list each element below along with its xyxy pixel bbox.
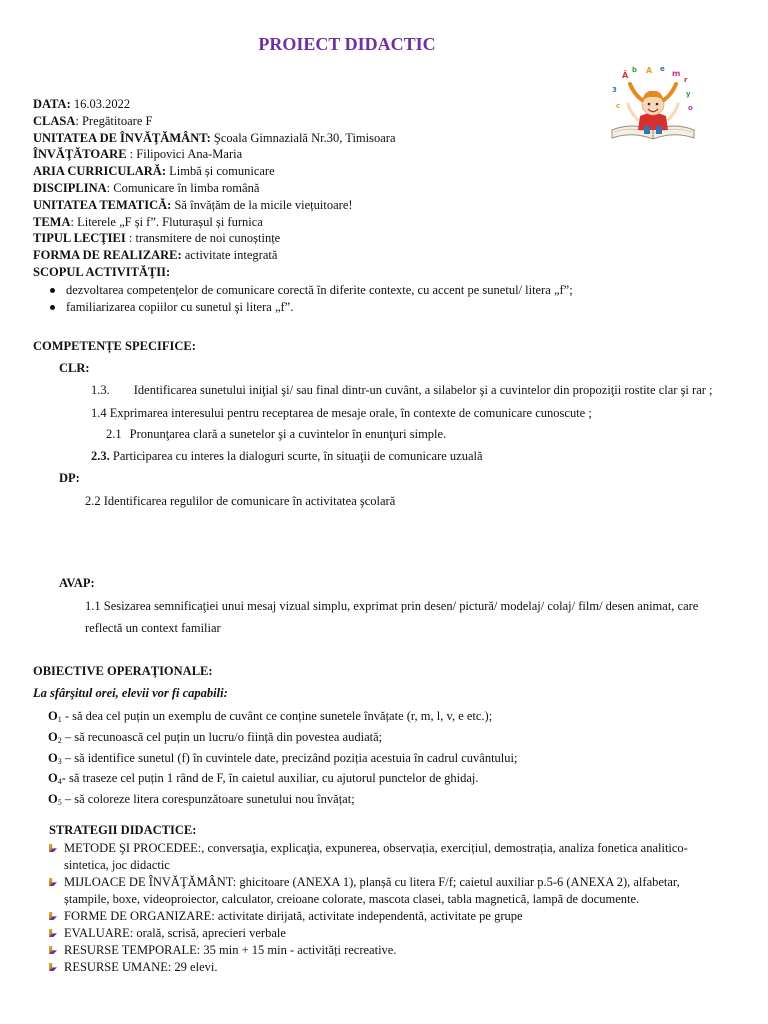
info-row-lesson-type: TIPUL LECŢIEI : transmitere de noi cunoștințe xyxy=(33,231,281,246)
list-item: METODE ŞI PROCEDEE:, conversaţia, explicaţia, expunerea, observația, exercițiul, demostrația, analiza fonetica analitico- xyxy=(48,840,688,857)
list-item-continuation: sintetica, joc didactic xyxy=(64,858,170,872)
info-row-curricular-area: ARIA CURRICULARĂ: Limbă și comunicare xyxy=(33,164,275,179)
list-item: RESURSE TEMPORALE: 35 min + 15 min - activități recreative. xyxy=(48,942,688,959)
info-row-date: DATA: 16.03.2022 xyxy=(33,97,131,111)
competence-item: 1.4 Exprimarea interesului pentru receptarea de mesaje orale, în contexte de comunicare cunoscute ; xyxy=(91,406,592,420)
svg-text:y: y xyxy=(686,90,691,98)
objectives-heading: OBIECTIVE OPERAŢIONALE: xyxy=(33,664,213,678)
lesson-info xyxy=(33,96,396,281)
strategies-list xyxy=(48,840,688,976)
svg-text:r: r xyxy=(684,76,688,84)
strategies-heading: STRATEGII DIDACTICE: xyxy=(49,823,197,837)
objective-item: $O_4-$ să traseze cel puțin 1 rând de F, în caietul auxiliar, cu ajutorul punctelor de ghidaj. xyxy=(48,771,479,787)
competence-item: 2.3. Participarea cu interes la dialoguri scurte, în situaţii de comunicare uzuală xyxy=(91,449,483,463)
arrow-bullet-icon xyxy=(48,962,58,972)
objectives-intro: La sfârşitul orei, elevii vor fi capabili: xyxy=(33,686,228,700)
info-row-theme: TEMA: Literele „F și f”. Fluturașul și furnica xyxy=(33,214,263,229)
list-item: FORME DE ORGANIZARE: activitate dirijată, activitate independentă, activitate pe grupe xyxy=(48,908,688,925)
svg-text:A: A xyxy=(646,66,653,75)
arrow-bullet-icon xyxy=(48,843,58,853)
avap-label: AVAP: xyxy=(59,576,95,590)
list-item-continuation: ștampile, boxe, videoproiector, calculator, creioane colorate, mascota clasei, tabla magnetică, lampă de documente. xyxy=(64,892,640,906)
arrow-bullet-icon xyxy=(48,877,58,887)
dp-label: DP: xyxy=(59,471,80,485)
svg-text:3: 3 xyxy=(612,86,617,94)
svg-text:b: b xyxy=(632,66,638,74)
info-row-class: CLASA: Pregătitoare F xyxy=(33,113,153,128)
competence-item: 1.1 Sesizarea semnificaţiei unui mesaj vizual simplu, exprimat prin desen/ pictură/ modelaj/ colaj/ film/ desen animat, care xyxy=(85,599,699,613)
objective-item: $O_2$ – să recunoască cel puțin un lucru/o ființă din povestea audiată; xyxy=(48,729,383,745)
info-row-form: FORMA DE REALIZARE: activitate integrată xyxy=(33,248,278,263)
info-row-teacher: ÎNVĂŢĂTOARE : Filipovici Ana-Maria xyxy=(33,147,243,162)
arrow-bullet-icon xyxy=(48,928,58,938)
svg-text:Ā: Ā xyxy=(622,71,629,80)
info-row-thematic-unit: UNITATEA TEMATICĂ: Să învățăm de la micile viețuitoare! xyxy=(33,197,353,212)
competences-heading: COMPETENȚE SPECIFICE: xyxy=(33,339,196,353)
scope-list xyxy=(48,282,573,316)
svg-text:o: o xyxy=(688,104,693,112)
objective-item: $O_3$ – să identifice sunetul (f) în cuvintele date, precizând poziția acestuia în cadrul cuvântului; xyxy=(48,750,518,766)
competence-item: reflectă un context familiar xyxy=(85,621,221,635)
objective-item: $O_5$ – să coloreze litera corespunzătoare sunetului nou învățat; xyxy=(48,792,355,808)
arrow-bullet-icon xyxy=(48,911,58,921)
clr-label: CLR: xyxy=(59,361,90,375)
info-row-school: UNITATEA DE ÎNVĂŢĂMÂNT: Şcoala Gimnazială Nr.30, Timisoara xyxy=(33,130,396,145)
list-item: dezvoltarea competențelor de comunicare corectă în diferite contexte, cu accent pe sunetul/ litera „f”; xyxy=(48,282,573,299)
objective-item: $O_1$ - să dea cel puțin un exemplu de cuvânt ce conține sunetele învățate (r, m, l, v, e etc.); xyxy=(48,709,493,724)
info-row-discipline: DISCIPLINA: Comunicare în limba română xyxy=(33,180,260,195)
page-title: PROIECT DIDACTIC xyxy=(258,34,436,54)
arrow-bullet-icon xyxy=(48,945,58,955)
girl-reading-book-icon xyxy=(608,64,698,146)
objectives-list xyxy=(48,708,517,812)
list-item: EVALUARE: orală, scrisă, aprecieri verbale xyxy=(48,925,688,942)
competence-item: 1.3. Identificarea sunetului iniţial şi/ sau final dintr-un cuvânt, a silabelor şi a cuvintelor din propoziţii rostite clar şi rar ; xyxy=(91,383,713,397)
list-item: MIJLOACE DE ÎNVĂŢĂMÂNT: ghicitoare (ANEXA 1), planșă cu litera F/f; caietul auxiliar p.5-6 (ANEXA 2), alfabetar, xyxy=(48,874,688,891)
competence-item: 2.1 Pronunţarea clară a sunetelor şi a cuvintelor în enunţuri simple. xyxy=(106,427,447,441)
info-row-scope: SCOPUL ACTIVITĂŢII: xyxy=(33,264,171,279)
list-item: RESURSE UMANE: 29 elevi. xyxy=(48,959,688,976)
list-item: familiarizarea copiilor cu sunetul şi litera „f”. xyxy=(48,299,573,316)
svg-text:e: e xyxy=(660,65,665,73)
svg-text:m: m xyxy=(672,69,681,78)
competence-item: 2.2 Identificarea regulilor de comunicare în activitatea şcolară xyxy=(85,494,396,508)
svg-text:c: c xyxy=(616,102,621,110)
